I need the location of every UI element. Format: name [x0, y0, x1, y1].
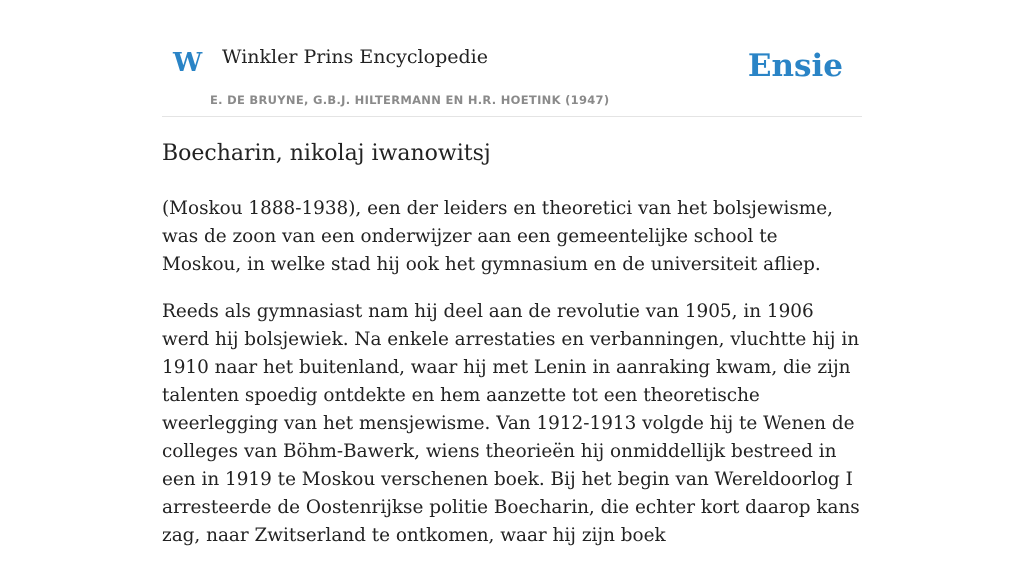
source-logo-icon[interactable]: W [173, 48, 203, 78]
source-title[interactable]: Winkler Prins Encyclopedie [222, 46, 488, 68]
article-title: Boecharin, nikolaj iwanowitsj [162, 141, 491, 166]
header [162, 0, 862, 117]
article [162, 139, 862, 569]
source-authors: E. DE BRUYNE, G.B.J. HILTERMANN EN H.R. HOETINK (1947) [210, 93, 610, 107]
article-paragraph: (Moskou 1888-1938), een der leiders en theoretici van het bolsjewisme, was de zoon van een onderwijzer aan een gemeentelijke school te Moskou, in welke stad hij ook het gymnasium en de universiteit afliep. [162, 197, 833, 275]
article-paragraph: Reeds als gymnasiast nam hij deel aan de revolutie van 1905, in 1906 werd hij bolsjewiek. Na enkele arrestaties en verbanningen, vluchtte hij in 1910 naar het buitenland, waar hij met Lenin in aanraking kwam, die zijn talenten spoedig ontdekte en hem aanzette tot een theoretische weerlegging van het mensjewisme. Van 1912-1913 volgde hij te Wenen de colleges van Böhm-Bawerk, wiens theorieën hij onmiddellijk bestreed in een in 1919 te Moskou verschenen boek. Bij het begin van Wereldoorlog I arresteerde de Oostenrijkse politie Boecharin, die echter kort daarop kans zag, naar Zwitserland te ontkomen, waar hij zijn boek [162, 300, 860, 546]
brand-logo[interactable]: Ensie [747, 48, 843, 84]
